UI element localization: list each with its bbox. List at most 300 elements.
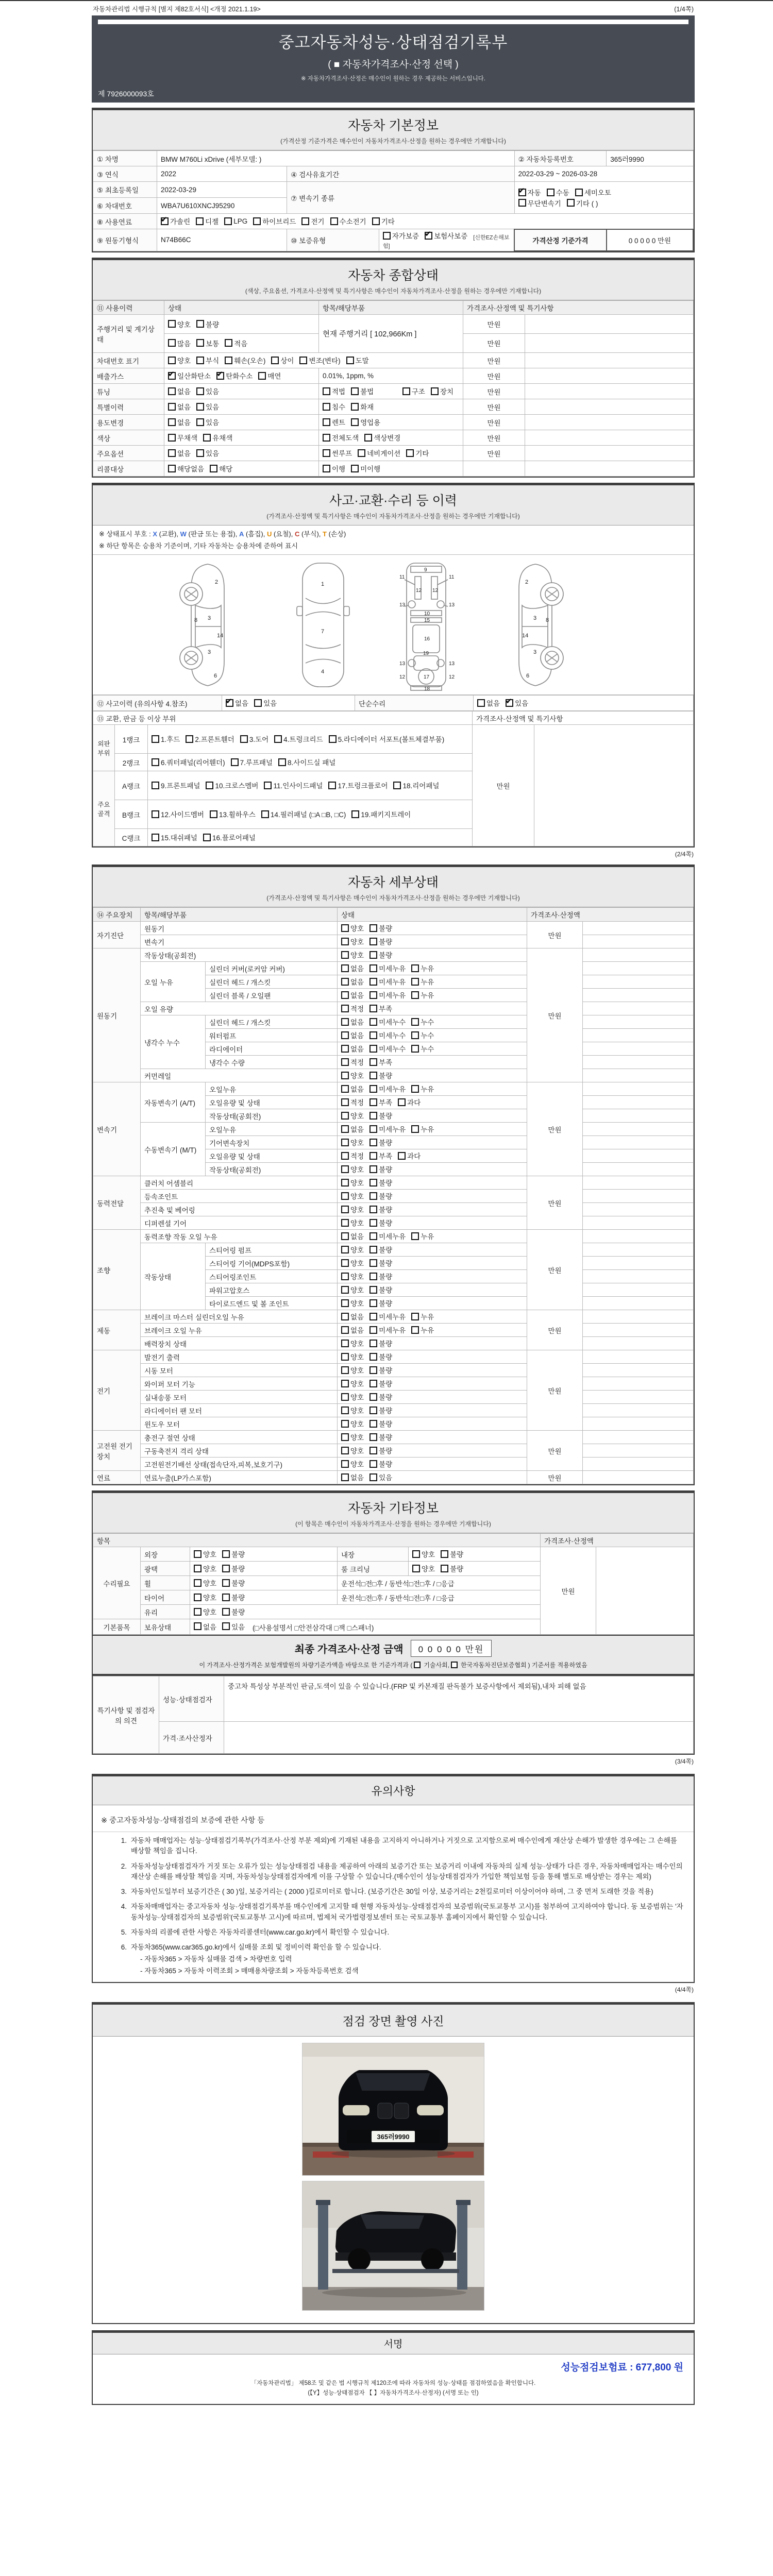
checkbox-option[interactable] bbox=[369, 976, 406, 987]
checkbox-option[interactable] bbox=[222, 1592, 245, 1602]
checkbox-option[interactable] bbox=[369, 1351, 392, 1362]
note-cell bbox=[583, 1230, 694, 1243]
checkbox-option[interactable] bbox=[152, 832, 197, 842]
checkbox-label: 불량 bbox=[206, 320, 220, 329]
checkbox-option[interactable] bbox=[168, 338, 191, 348]
checkbox-label: 없음 bbox=[350, 1474, 364, 1482]
checkbox-option[interactable] bbox=[341, 1325, 364, 1335]
checkbox-option[interactable] bbox=[398, 1150, 421, 1161]
checkbox-option[interactable] bbox=[341, 1405, 364, 1415]
page-marker-4: (4/4쪽) bbox=[675, 1986, 694, 1993]
checkbox-option[interactable] bbox=[330, 216, 366, 226]
checkbox-option[interactable] bbox=[358, 448, 400, 458]
value-year: 2022 bbox=[157, 166, 287, 182]
table-row bbox=[93, 1364, 694, 1377]
checkbox-option[interactable] bbox=[206, 780, 258, 790]
checkbox-option[interactable] bbox=[341, 1284, 364, 1295]
checkbox-option[interactable] bbox=[411, 1124, 434, 1134]
note-cell bbox=[583, 1297, 694, 1310]
checkbox-icon bbox=[301, 217, 309, 225]
checkbox-option[interactable] bbox=[168, 386, 191, 396]
svg-text:13: 13 bbox=[449, 661, 455, 667]
checkbox-option[interactable] bbox=[369, 1043, 406, 1054]
device-group-label: 원동기 bbox=[93, 948, 141, 1082]
section-signature bbox=[92, 2330, 695, 2405]
checkbox-option[interactable] bbox=[518, 198, 561, 208]
checkbox-option[interactable] bbox=[203, 432, 232, 443]
checkbox-option[interactable] bbox=[341, 1271, 364, 1281]
checkbox-option[interactable] bbox=[412, 1563, 435, 1573]
checkbox-option[interactable] bbox=[261, 809, 346, 819]
note-cell bbox=[583, 1149, 694, 1163]
checkbox-label: 없음 bbox=[177, 450, 191, 458]
checkbox-option[interactable] bbox=[341, 1070, 364, 1080]
checkbox-label: 불량 bbox=[231, 1580, 245, 1588]
price-cell: 만원 bbox=[463, 315, 525, 334]
device-group-label: 조향 bbox=[93, 1230, 141, 1310]
checkbox-option[interactable] bbox=[222, 1549, 245, 1559]
checkbox-icon bbox=[369, 1152, 377, 1160]
checkbox-option[interactable] bbox=[196, 386, 219, 396]
checkbox-option[interactable] bbox=[477, 698, 500, 708]
table-row bbox=[93, 1243, 694, 1257]
checkbox-option[interactable] bbox=[369, 1137, 392, 1147]
checkbox-option[interactable] bbox=[168, 463, 204, 473]
checkbox-option[interactable] bbox=[341, 1244, 364, 1255]
checkbox-option[interactable] bbox=[194, 1621, 216, 1632]
checkbox-option[interactable] bbox=[168, 417, 191, 427]
checkbox-option[interactable] bbox=[441, 1549, 463, 1559]
checkbox-label: 미세누유 bbox=[379, 1327, 406, 1335]
checkbox-option[interactable] bbox=[341, 1003, 364, 1013]
checkbox-option[interactable] bbox=[168, 319, 191, 329]
checkbox-option[interactable] bbox=[210, 463, 232, 473]
label-base-price: 가격산정 기준가격 bbox=[514, 229, 607, 251]
checkbox-option[interactable] bbox=[567, 198, 598, 208]
checkbox-option[interactable] bbox=[369, 1258, 392, 1268]
checkbox-option[interactable] bbox=[216, 370, 253, 381]
checkbox-option[interactable] bbox=[240, 734, 268, 744]
checkbox-option[interactable] bbox=[196, 338, 219, 348]
checkbox-option[interactable] bbox=[194, 1578, 216, 1588]
checkbox-option[interactable] bbox=[341, 1164, 364, 1174]
checkbox-option[interactable] bbox=[411, 1043, 434, 1054]
checkbox-option[interactable] bbox=[341, 1311, 364, 1321]
checkbox-option[interactable] bbox=[254, 698, 277, 708]
checkbox-option[interactable] bbox=[383, 230, 419, 241]
checkbox-option[interactable] bbox=[231, 757, 273, 767]
checkbox-option[interactable] bbox=[518, 187, 541, 197]
checkbox-icon bbox=[369, 951, 377, 959]
checkbox-option[interactable] bbox=[341, 1057, 364, 1067]
checkbox-option[interactable] bbox=[341, 1137, 364, 1147]
checkbox-option[interactable] bbox=[369, 1231, 406, 1241]
checkbox-option[interactable] bbox=[196, 355, 219, 365]
checkbox-label: 적정 bbox=[350, 1099, 364, 1107]
checkbox-option[interactable] bbox=[369, 1418, 392, 1429]
checkbox-option[interactable] bbox=[412, 1549, 435, 1559]
checkbox-label: 없음 bbox=[235, 700, 249, 708]
checkbox-option[interactable] bbox=[411, 1016, 434, 1027]
checkbox-option[interactable] bbox=[226, 698, 248, 708]
checkbox-group bbox=[341, 1284, 398, 1295]
checkbox-option[interactable] bbox=[431, 386, 453, 396]
checkbox-icon bbox=[168, 403, 176, 411]
checkbox-option[interactable] bbox=[341, 1204, 364, 1214]
checkbox-icon bbox=[402, 387, 410, 395]
checkbox-option[interactable] bbox=[369, 1191, 392, 1201]
checkbox-label: 있음 bbox=[206, 450, 220, 458]
checkbox-icon bbox=[203, 834, 211, 841]
checkbox-option[interactable] bbox=[411, 1311, 434, 1321]
checkbox-option[interactable] bbox=[341, 1378, 364, 1388]
checkbox-option[interactable] bbox=[411, 963, 434, 973]
table-row bbox=[93, 1123, 694, 1136]
checkbox-option[interactable] bbox=[341, 1231, 364, 1241]
checkbox-option[interactable] bbox=[341, 1110, 364, 1121]
checkbox-option[interactable] bbox=[341, 1459, 364, 1469]
checkbox-label: 양호 bbox=[350, 1300, 364, 1308]
checkbox-label: 매연 bbox=[267, 372, 281, 381]
checkbox-option[interactable] bbox=[341, 1338, 364, 1348]
checkbox-icon bbox=[323, 449, 330, 457]
checkbox-option[interactable] bbox=[258, 370, 281, 381]
checkbox-option[interactable] bbox=[329, 734, 445, 744]
checkbox-option[interactable] bbox=[369, 1459, 392, 1469]
checkbox-option[interactable] bbox=[341, 990, 364, 1000]
checkbox-option[interactable] bbox=[369, 1244, 392, 1255]
checkbox-option[interactable] bbox=[253, 216, 296, 226]
svg-text:12: 12 bbox=[449, 674, 455, 680]
checkbox-option[interactable] bbox=[323, 417, 345, 427]
price-cell: 만원 bbox=[463, 430, 525, 446]
device-group-label: 전기 bbox=[93, 1350, 141, 1431]
checkbox-option[interactable] bbox=[341, 923, 364, 933]
checkbox-icon bbox=[477, 699, 485, 707]
checkbox-option[interactable] bbox=[341, 936, 364, 946]
checkbox-option[interactable] bbox=[369, 1284, 392, 1295]
checkbox-icon bbox=[351, 465, 359, 472]
checkbox-icon bbox=[231, 758, 239, 766]
checkbox-option[interactable] bbox=[341, 1097, 364, 1107]
checkbox-option[interactable] bbox=[441, 1563, 463, 1573]
checkbox-option[interactable] bbox=[152, 809, 204, 819]
checkbox-option[interactable] bbox=[194, 1592, 216, 1602]
checkbox-option[interactable] bbox=[369, 1217, 392, 1228]
item-label: 기어변속장치 bbox=[206, 1136, 338, 1149]
checkbox-icon[interactable] bbox=[451, 1662, 458, 1668]
checkbox-label: 양호 bbox=[350, 1340, 364, 1348]
checkbox-option[interactable] bbox=[196, 216, 219, 226]
checkbox-icon bbox=[431, 387, 439, 395]
checkbox-option[interactable] bbox=[369, 1432, 392, 1442]
checkbox-option[interactable] bbox=[369, 1083, 406, 1094]
checkbox-icon bbox=[369, 1085, 377, 1093]
item-label: 브레이크 오일 누유 bbox=[141, 1324, 338, 1337]
checkbox-group bbox=[194, 1563, 250, 1573]
checkbox-option[interactable] bbox=[152, 734, 180, 744]
checkbox-icon bbox=[168, 372, 176, 380]
checkbox-icon bbox=[393, 782, 401, 789]
checkbox-option[interactable] bbox=[425, 230, 467, 241]
checkbox-option[interactable] bbox=[411, 1030, 434, 1040]
checkbox-option[interactable] bbox=[369, 1392, 392, 1402]
checkbox-icon bbox=[518, 189, 526, 196]
checkbox-option[interactable] bbox=[341, 1217, 364, 1228]
notice-item: 5. 자동차의 리콜에 관한 사항은 자동차리콜센터(www.car.go.kr)에서 확인할 수 있습니다. bbox=[121, 1928, 390, 1936]
checkbox-option[interactable] bbox=[369, 936, 392, 946]
value-first-registration: 2022-03-29 bbox=[157, 182, 287, 198]
checkbox-option[interactable] bbox=[402, 386, 425, 396]
checkbox-option[interactable] bbox=[341, 1258, 364, 1268]
checkbox-option[interactable] bbox=[369, 1338, 392, 1348]
table-row bbox=[93, 1722, 694, 1754]
notice-item: 3. 자동차인도일부터 보증기간은 ( 30 )일, 보증거리는 ( 2000 )킬로미터로 합니다. (보증기간은 30일 이상, 보증거리는 2천킬로미터 이상이어야 하며, 그 중 먼저 도래한 것을 적용) bbox=[121, 1888, 653, 1895]
checkbox-icon bbox=[196, 387, 204, 395]
checkbox-option[interactable] bbox=[161, 216, 190, 226]
checkbox-option[interactable] bbox=[393, 780, 439, 790]
checkbox-label: 5.라디에이터 서포트(볼트체결부품) bbox=[338, 736, 445, 744]
checkbox-group bbox=[341, 1016, 440, 1027]
checkbox-option[interactable] bbox=[168, 432, 197, 443]
checkbox-option[interactable] bbox=[222, 1606, 245, 1617]
checkbox-option[interactable] bbox=[506, 698, 528, 708]
checkbox-option[interactable] bbox=[369, 1204, 392, 1214]
checkbox-option[interactable] bbox=[168, 370, 211, 381]
notice-item: 1. 자동차 매매업자는 성능·상태점검기록부(가격조사·산정 부분 제외)에 기재된 내용을 고지하지 아니하거나 거짓으로 고지함으로써 매수인에게 재산상 손해가 발생한 경우에는 그 손해를 배상할 책임을 집니다. bbox=[121, 1837, 677, 1855]
checkbox-option[interactable] bbox=[341, 1445, 364, 1455]
checkbox-option[interactable] bbox=[196, 401, 219, 412]
checkbox-option[interactable] bbox=[196, 448, 219, 458]
basic-items-options bbox=[190, 1619, 541, 1635]
checkbox-option[interactable] bbox=[210, 809, 256, 819]
checkbox-option[interactable] bbox=[369, 1097, 392, 1107]
checkbox-label: 2.프론트휀더 bbox=[195, 736, 234, 744]
checkbox-option[interactable] bbox=[341, 1472, 364, 1482]
checkbox-option[interactable] bbox=[411, 1083, 434, 1094]
checkbox-option[interactable] bbox=[194, 1606, 216, 1617]
state-code-letter: C bbox=[295, 530, 300, 538]
checkbox-option[interactable] bbox=[369, 1445, 392, 1455]
item-label: 타이로드엔드 및 볼 조인트 bbox=[206, 1297, 338, 1310]
checkbox-option[interactable] bbox=[411, 976, 434, 987]
checkbox-option[interactable] bbox=[369, 1124, 406, 1134]
checkbox-option[interactable] bbox=[196, 319, 219, 329]
checkbox-option[interactable] bbox=[341, 1392, 364, 1402]
checkbox-option[interactable] bbox=[369, 950, 392, 960]
checkbox-option[interactable] bbox=[323, 432, 359, 443]
checkbox-option[interactable] bbox=[196, 417, 219, 427]
item-label: 라디에이터 bbox=[206, 1042, 338, 1056]
checkbox-option[interactable] bbox=[369, 1311, 406, 1321]
checkbox-option[interactable] bbox=[341, 1124, 364, 1134]
checkbox-option[interactable] bbox=[369, 963, 406, 973]
checkbox-option[interactable] bbox=[369, 1150, 392, 1161]
checkbox-option[interactable] bbox=[369, 1016, 406, 1027]
checkbox-option[interactable] bbox=[369, 1271, 392, 1281]
checkbox-icon bbox=[369, 1098, 377, 1106]
checkbox-option[interactable] bbox=[341, 976, 364, 987]
note-cell bbox=[583, 1324, 694, 1337]
detail-col-price: 가격조사·산정액 bbox=[527, 908, 694, 922]
checkbox-label: 없음 bbox=[350, 992, 364, 1000]
state-options bbox=[338, 1203, 527, 1216]
checkbox-option[interactable] bbox=[341, 1191, 364, 1201]
checkbox-label: 없음 bbox=[350, 978, 364, 987]
checkbox-option[interactable] bbox=[369, 1298, 392, 1308]
checkbox-label: 양호 bbox=[350, 1394, 364, 1402]
state-options bbox=[338, 1082, 527, 1096]
checkbox-group bbox=[152, 809, 416, 819]
checkbox-option[interactable] bbox=[351, 463, 380, 473]
checkbox-label: 양호 bbox=[203, 1608, 217, 1617]
row-label-options: 주요옵션 bbox=[93, 446, 164, 461]
checkbox-option[interactable] bbox=[411, 990, 434, 1000]
checkbox-option[interactable] bbox=[274, 734, 323, 744]
checkbox-option[interactable] bbox=[168, 448, 191, 458]
checkbox-option[interactable] bbox=[323, 448, 352, 458]
checkbox-option[interactable] bbox=[225, 355, 265, 365]
checkbox-option[interactable] bbox=[323, 386, 345, 396]
parts-price-header: 가격조사·산정액 및 특기사항 bbox=[473, 711, 694, 725]
checkbox-option[interactable] bbox=[369, 1003, 392, 1013]
checkbox-option[interactable] bbox=[369, 1057, 392, 1067]
checkbox-icon bbox=[411, 1313, 419, 1320]
checkbox-option[interactable] bbox=[369, 1405, 392, 1415]
checkbox-option[interactable] bbox=[369, 1378, 392, 1388]
checkbox-option[interactable] bbox=[398, 1097, 421, 1107]
checkbox-option[interactable] bbox=[299, 355, 340, 365]
checkbox-option[interactable] bbox=[369, 923, 392, 933]
checkbox-option[interactable] bbox=[341, 1298, 364, 1308]
state-options bbox=[338, 1069, 527, 1082]
checkbox-label: 네비게이션 bbox=[367, 450, 401, 458]
checkbox-option[interactable] bbox=[224, 217, 247, 225]
checkbox-option[interactable] bbox=[369, 1472, 392, 1482]
checkbox-label: 양호 bbox=[350, 1260, 364, 1268]
section-overall-state bbox=[92, 258, 695, 478]
checkbox-option[interactable] bbox=[328, 780, 388, 790]
checkbox-group bbox=[341, 1418, 398, 1429]
checkbox-label: 누유 bbox=[421, 978, 434, 987]
checkbox-option[interactable] bbox=[168, 401, 191, 412]
checkbox-group bbox=[341, 1258, 398, 1268]
checkbox-option[interactable] bbox=[369, 1030, 406, 1040]
checkbox-option[interactable] bbox=[369, 990, 406, 1000]
checkbox-option[interactable] bbox=[369, 1070, 392, 1080]
checkbox-label: 12.사이드멤버 bbox=[161, 811, 204, 819]
checkbox-option[interactable] bbox=[346, 355, 369, 365]
checkbox-label: 세미오토 bbox=[584, 189, 611, 197]
checkbox-option[interactable] bbox=[301, 216, 324, 226]
checkbox-option[interactable] bbox=[264, 780, 323, 790]
checkbox-option[interactable] bbox=[341, 1365, 364, 1375]
sub-group-label: 냉각수 누수 bbox=[141, 1015, 206, 1069]
etc-extra-detail: 운전석□전□후 / 동반석□전□후 / □응급 bbox=[338, 1576, 541, 1590]
checkbox-label: 있음 bbox=[206, 419, 220, 427]
checkbox-option[interactable] bbox=[341, 1016, 364, 1027]
checkbox-option[interactable] bbox=[351, 401, 374, 412]
checkbox-option[interactable] bbox=[341, 950, 364, 960]
sign-role-line: (【Y】성능·상태점검자 【 】자동차가격조사·산정자) (서명 또는 인) bbox=[308, 2390, 479, 2397]
license-plate-text: 365러9990 bbox=[377, 2132, 410, 2141]
checkbox-group bbox=[341, 1124, 440, 1134]
checkbox-option[interactable] bbox=[222, 1563, 245, 1573]
checkbox-icon[interactable] bbox=[414, 1662, 421, 1668]
checkbox-option[interactable] bbox=[372, 216, 395, 226]
checkbox-option[interactable] bbox=[547, 187, 569, 197]
checkbox-label: 양호 bbox=[350, 1273, 364, 1281]
checkbox-label: 양호 bbox=[350, 1420, 364, 1429]
checkbox-label: 적정 bbox=[350, 1005, 364, 1013]
price-cell: 만원 bbox=[527, 1176, 583, 1230]
checkbox-option[interactable] bbox=[271, 355, 294, 365]
checkbox-option[interactable] bbox=[186, 734, 234, 744]
checkbox-option[interactable] bbox=[369, 1325, 406, 1335]
checkbox-option[interactable] bbox=[341, 1418, 364, 1429]
checkbox-label: 불법 bbox=[360, 388, 374, 396]
checkbox-option[interactable] bbox=[203, 832, 256, 842]
checkbox-icon bbox=[186, 735, 193, 743]
checkbox-option[interactable] bbox=[222, 1621, 245, 1632]
svg-text:15: 15 bbox=[424, 618, 430, 623]
checkbox-option[interactable] bbox=[341, 1432, 364, 1442]
svg-text:14: 14 bbox=[217, 633, 224, 639]
checkbox-option[interactable] bbox=[341, 1030, 364, 1040]
checkbox-option[interactable] bbox=[411, 1231, 434, 1241]
checkbox-option[interactable] bbox=[341, 1177, 364, 1188]
checkbox-option[interactable] bbox=[152, 780, 200, 790]
checkbox-icon bbox=[341, 1018, 349, 1026]
checkbox-option[interactable] bbox=[168, 355, 191, 365]
checkbox-option[interactable] bbox=[341, 1351, 364, 1362]
checkbox-option[interactable] bbox=[194, 1549, 216, 1559]
checkbox-option[interactable] bbox=[323, 401, 345, 412]
checkbox-option[interactable] bbox=[222, 1578, 245, 1588]
state-options bbox=[338, 1458, 527, 1471]
checkbox-option[interactable] bbox=[152, 757, 225, 767]
value-vin: WBA7U610XNCJ95290 bbox=[157, 198, 287, 214]
checkbox-option[interactable] bbox=[351, 809, 411, 819]
checkbox-icon bbox=[411, 978, 419, 986]
checkbox-option[interactable] bbox=[406, 448, 429, 458]
tuning-detail bbox=[319, 384, 463, 399]
checkbox-icon bbox=[411, 1232, 419, 1240]
checkbox-option[interactable] bbox=[225, 338, 247, 348]
checkbox-option[interactable] bbox=[341, 1150, 364, 1161]
checkbox-option[interactable] bbox=[369, 1365, 392, 1375]
checkbox-option[interactable] bbox=[369, 1177, 392, 1188]
checkbox-option[interactable] bbox=[194, 1563, 216, 1573]
checkbox-icon bbox=[206, 782, 213, 789]
checkbox-option[interactable] bbox=[364, 432, 400, 443]
checkbox-option[interactable] bbox=[369, 1110, 392, 1121]
checkbox-option[interactable] bbox=[369, 1164, 392, 1174]
checkbox-option[interactable] bbox=[351, 417, 380, 427]
checkbox-option[interactable] bbox=[341, 1043, 364, 1054]
checkbox-icon bbox=[222, 1565, 230, 1572]
checkbox-icon bbox=[216, 372, 224, 380]
svg-text:1: 1 bbox=[321, 581, 325, 587]
checkbox-option[interactable] bbox=[341, 963, 364, 973]
item-label: 워터펌프 bbox=[206, 1029, 338, 1042]
checkbox-option[interactable] bbox=[411, 1325, 434, 1335]
checkbox-option[interactable] bbox=[575, 187, 611, 197]
checkbox-option[interactable] bbox=[278, 757, 335, 767]
checkbox-option[interactable] bbox=[341, 1083, 364, 1094]
checkbox-option[interactable] bbox=[351, 386, 374, 396]
checkbox-option[interactable] bbox=[323, 463, 345, 473]
